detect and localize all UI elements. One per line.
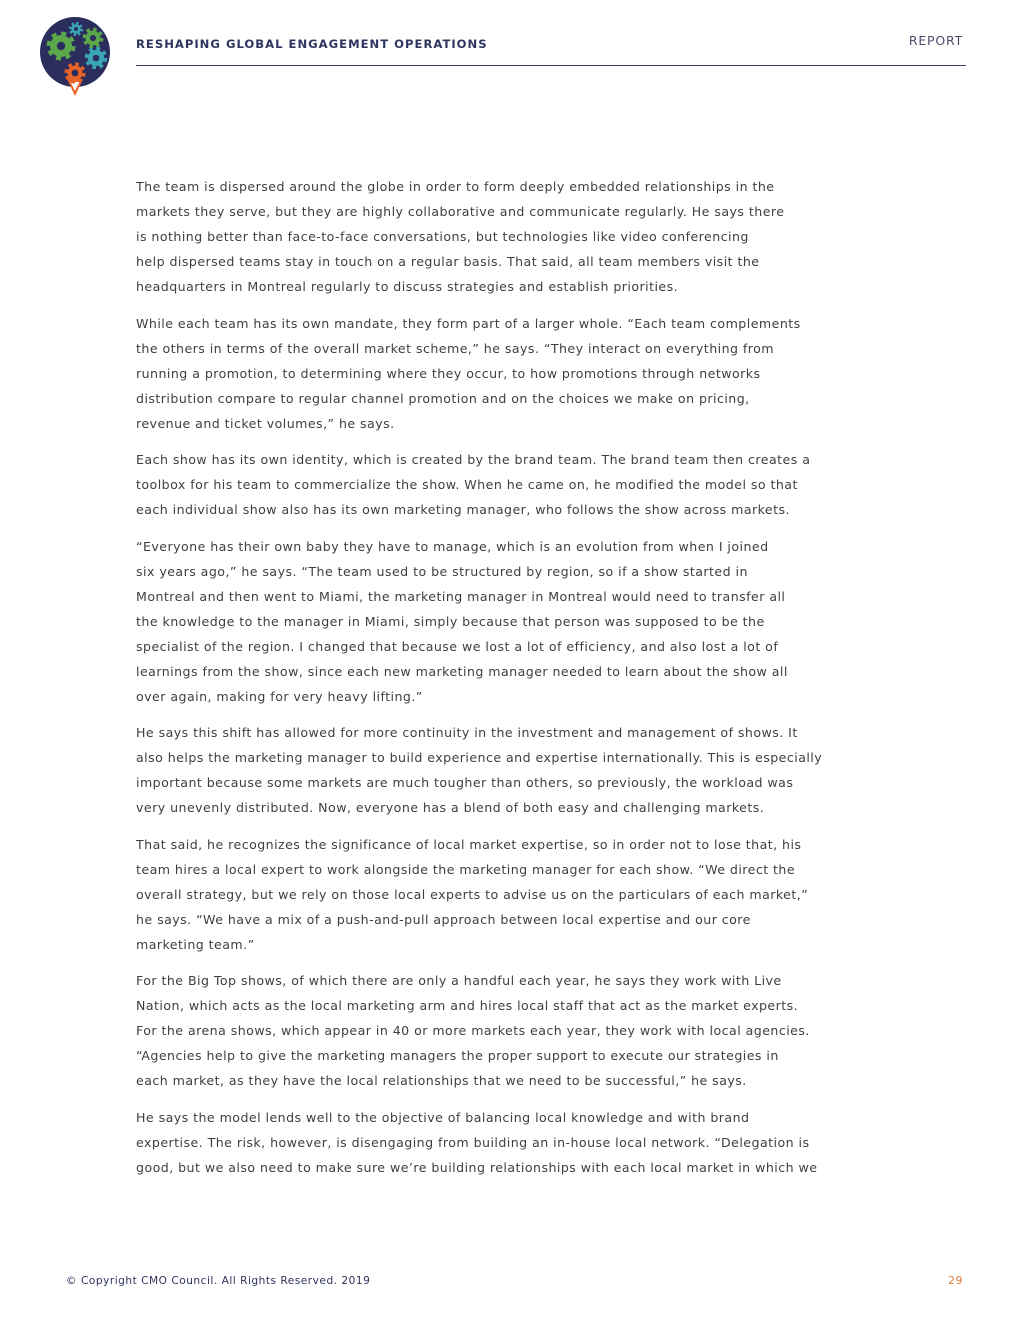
text-line: The team is dispersed around the globe in order to form deeply embedded relationships in the <box>136 179 775 194</box>
paragraph <box>136 447 916 522</box>
page-number: 29 <box>948 1274 963 1287</box>
text-line: markets they serve, but they are highly collaborative and communicate regularly. He says there <box>136 204 785 219</box>
text-line: He says the model lends well to the objective of balancing local knowledge and with brand <box>136 1109 750 1125</box>
paragraph <box>136 832 916 957</box>
paragraph <box>136 720 916 820</box>
document-title: RESHAPING GLOBAL ENGAGEMENT OPERATIONS <box>136 37 488 51</box>
text-line: While each team has its own mandate, they form part of a larger whole. “Each team complements <box>136 315 801 331</box>
text-line: revenue and ticket volumes,” he says. <box>136 415 395 431</box>
text-line: team hires a local expert to work alongside the marketing manager for each show. “We direct the <box>136 861 796 877</box>
text-line: also helps the marketing manager to build experience and expertise internationally. This is especially <box>136 750 823 765</box>
text-line: That said, he recognizes the significance of local market expertise, so in order not to lose that, his <box>136 836 802 852</box>
text-line: “Everyone has their own baby they have to manage, which is an evolution from when I joined <box>136 538 769 554</box>
header-divider <box>136 65 966 66</box>
paragraph <box>136 534 916 709</box>
map-pin-icon <box>66 64 84 96</box>
text-line: he says. “We have a mix of a push-and-pull approach between local expertise and our core <box>136 911 751 927</box>
text-line: important because some markets are much tougher than others, so previously, the workload was <box>136 775 794 790</box>
text-line: good, but we also need to make sure we’re building relationships with each local market in which we <box>136 1159 818 1175</box>
footer-copyright: © Copyright CMO Council. All Rights Reserved. 2019 <box>66 1275 371 1287</box>
document-type-label: REPORT <box>908 33 963 48</box>
text-line: distribution compare to regular channel promotion and on the choices we make on pricing, <box>136 390 750 406</box>
text-line: six years ago,” he says. “The team used to be structured by region, so if a show started in <box>136 563 748 579</box>
text-line: is nothing better than face-to-face conversations, but technologies like video conferencing <box>136 229 749 244</box>
text-line: Montreal and then went to Miami, the marketing manager in Montreal would need to transfer all <box>136 588 786 604</box>
text-line: Nation, which acts as the local marketing arm and hires local staff that act as the market experts. <box>136 998 799 1013</box>
logo <box>38 16 114 98</box>
text-line: each individual show also has its own marketing manager, who follows the show across markets. <box>136 502 790 517</box>
paragraph <box>136 1105 916 1180</box>
paragraph <box>136 968 916 1093</box>
text-line: the knowledge to the manager in Miami, simply because that person was supposed to be the <box>136 613 765 629</box>
text-line: help dispersed teams stay in touch on a regular basis. That said, all team members visit the <box>136 254 760 269</box>
text-line: over again, making for very heavy lifting.” <box>136 688 423 704</box>
text-line: He says this shift has allowed for more continuity in the investment and management of shows. It <box>136 725 798 740</box>
text-line: For the Big Top shows, of which there are only a handful each year, he says they work with Live <box>136 973 782 988</box>
text-line: Each show has its own identity, which is created by the brand team. The brand team then creates a <box>136 452 811 467</box>
text-line: very unevenly distributed. Now, everyone has a blend of both easy and challenging markets. <box>136 800 765 815</box>
text-line: expertise. The risk, however, is disengaging from building an in-house local network. “Delegation is <box>136 1134 810 1150</box>
text-line: overall strategy, but we rely on those local experts to advise us on the particulars of each market,” <box>136 886 809 902</box>
text-line: toolbox for his team to commercialize the show. When he came on, he modified the model so that <box>136 477 798 492</box>
text-line: learnings from the show, since each new marketing manager needed to learn about the show all <box>136 663 788 679</box>
text-line: marketing team.” <box>136 936 255 952</box>
text-line: “Agencies help to give the marketing managers the proper support to execute our strategies in <box>136 1048 779 1063</box>
text-line: For the arena shows, which appear in 40 or more markets each year, they work with local agencies. <box>136 1023 810 1038</box>
text-line: the others in terms of the overall market scheme,” he says. “They interact on everything from <box>136 340 775 356</box>
text-line: running a promotion, to determining where they occur, to how promotions through networks <box>136 365 761 381</box>
paragraph <box>136 174 916 299</box>
paragraph <box>136 311 916 436</box>
text-line: each market, as they have the local relationships that we need to be successful,” he says. <box>136 1073 747 1088</box>
article-body <box>136 174 916 1191</box>
text-line: specialist of the region. I changed that because we lost a lot of efficiency, and also lost a lot of <box>136 638 779 654</box>
text-line: headquarters in Montreal regularly to discuss strategies and establish priorities. <box>136 279 679 294</box>
